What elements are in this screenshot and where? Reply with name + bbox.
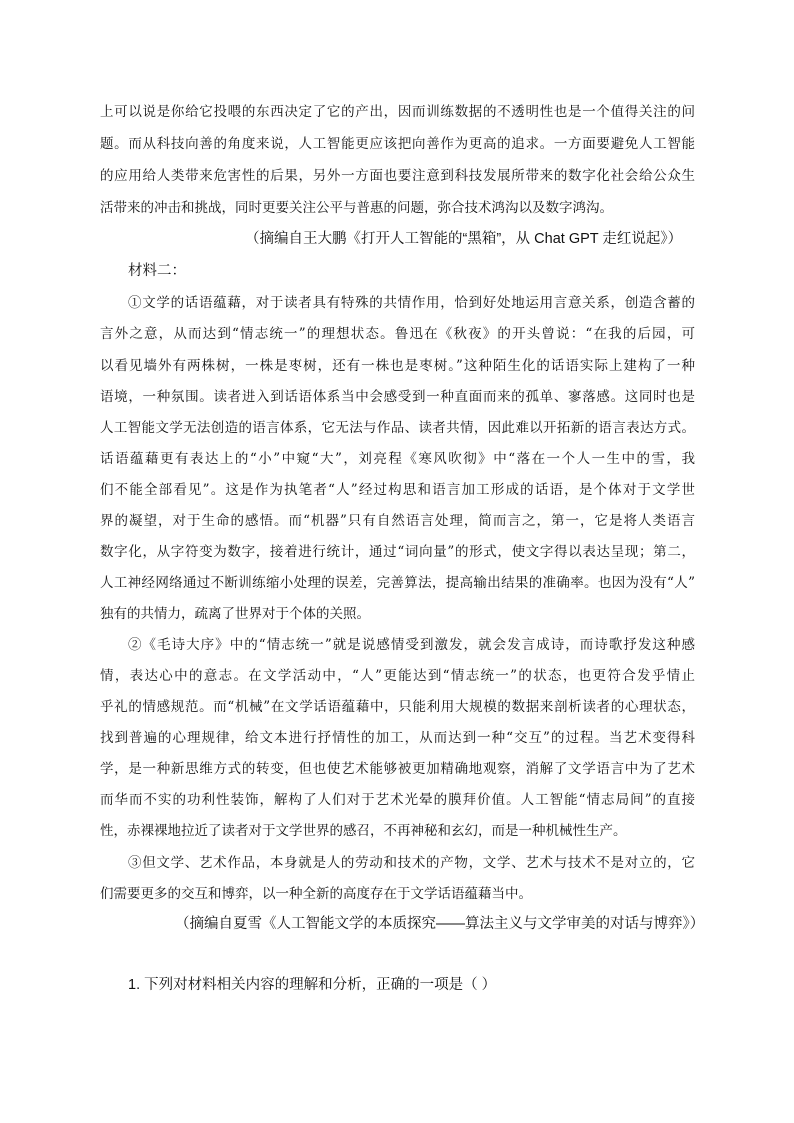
source-citation-2: （摘编自夏雪《人工智能文学的本质探究——算法主义与文学审美的对话与博弈》） [175,916,705,932]
text-line: 学，是一种新思维方式的转变，但也使艺术能够被更加精确地观察，消解了文学语言中为了艺术 [100,761,695,777]
text-line: 的应用给人类带来危害性的后果，另外一方面也要注意到科技发展所带来的数字化社会给公众生 [100,168,695,184]
source-citation-1: （摘编自王大鹏《打开人工智能的“黑箱”，从 Chat GPT 走红说起》） [245,231,683,247]
text-line: 话语蕴藉更有表达上的“小”中窥“大”，刘亮程《寒风吹彻》中“落在一个人一生中的雪，我 [100,451,695,467]
text-line: 独有的共情力，疏离了世界对于个体的关照。 [100,606,370,622]
text-line: 界的凝望，对于生命的感悟。而“机器”只有自然语言处理，简而言之，第一，它是将人类语言 [100,513,695,529]
text-line: 情，表达心中的意志。在文学活动中，“人”更能达到“情志统一”的状态，也更符合发乎情止 [100,668,695,684]
text-line: 性，赤裸裸地拉近了读者对于文学世界的感召，不再神秘和玄幻，而是一种机械性生产。 [100,823,627,839]
text-line: ③但文学、艺术作品，本身就是人的劳动和技术的产物，文学、艺术与技术不是对立的，它 [128,855,695,871]
text-line: 以看见墙外有两株树，一株是枣树，还有一株也是枣树。”这种陌生化的话语实际上建构了一种 [100,358,695,374]
text-line: 题。而从科技向善的角度来说，人工智能更应该把向善作为更高的追求。一方面要避免人工智能 [100,136,695,152]
text-line: 而华而不实的功利性装饰，解构了人们对于艺术光晕的膜拜价值。人工智能“情志局间”的直接 [100,792,695,808]
text-line: 人工神经网络通过不断训练缩小处理的误差，完善算法，提高输出结果的准确率。也因为没有“人” [100,575,695,591]
text-line: 言外之意，从而达到“情志统一”的理想状态。鲁迅在《秋夜》的开头曾说：“在我的后园，可 [100,326,695,342]
text-line: 们需要更多的交互和博弈，以一种全新的高度存在于文学话语蕴藉当中。 [100,886,532,902]
text-line: 上可以说是你给它投喂的东西决定了它的产出，因而训练数据的不透明性也是一个值得关注的问 [100,104,695,120]
text-line: 乎礼的情感规范。而“机械”在文学话语蕴藉中，只能利用大规模的数据来剖析读者的心理状态， [100,699,695,715]
question-1: 1. 下列对材料相关内容的理解和分析，正确的一项是（ ） [128,977,497,993]
section-heading-material-2: 材料二： [128,263,186,279]
text-line: 数字化，从字符变为数字，接着进行统计，通过“词向量”的形式，使文字得以表达呈现；第二， [100,544,695,560]
text-line: 们不能全部看见”。这是作为执笔者“人”经过构思和语言加工形成的话语，是个体对于文学世 [100,482,695,498]
text-line: ①文学的话语蕴藉，对于读者具有特殊的共情作用，恰到好处地运用言意关系，创造含蓄的 [128,295,695,311]
text-line: ②《毛诗大序》中的“情志统一”就是说感情受到激发，就会发言成诗，而诗歌抒发这种感 [128,637,695,653]
text-line: 人工智能文学无法创造的语言体系，它无法与作品、读者共情，因此难以开拓新的语言表达方式。 [100,420,695,436]
text-line: 活带来的冲击和挑战，同时更要关注公平与普惠的问题，弥合技术鸿沟以及数字鸿沟。 [100,200,613,216]
text-line: 语境，一种氛围。读者进入到话语体系当中会感受到一种直面而来的孤单、寥落感。这同时也是 [100,389,695,405]
text-line: 找到普遍的心理规律，给文本进行抒情性的加工，从而达到一种“交互”的过程。当艺术变得科 [100,730,695,746]
